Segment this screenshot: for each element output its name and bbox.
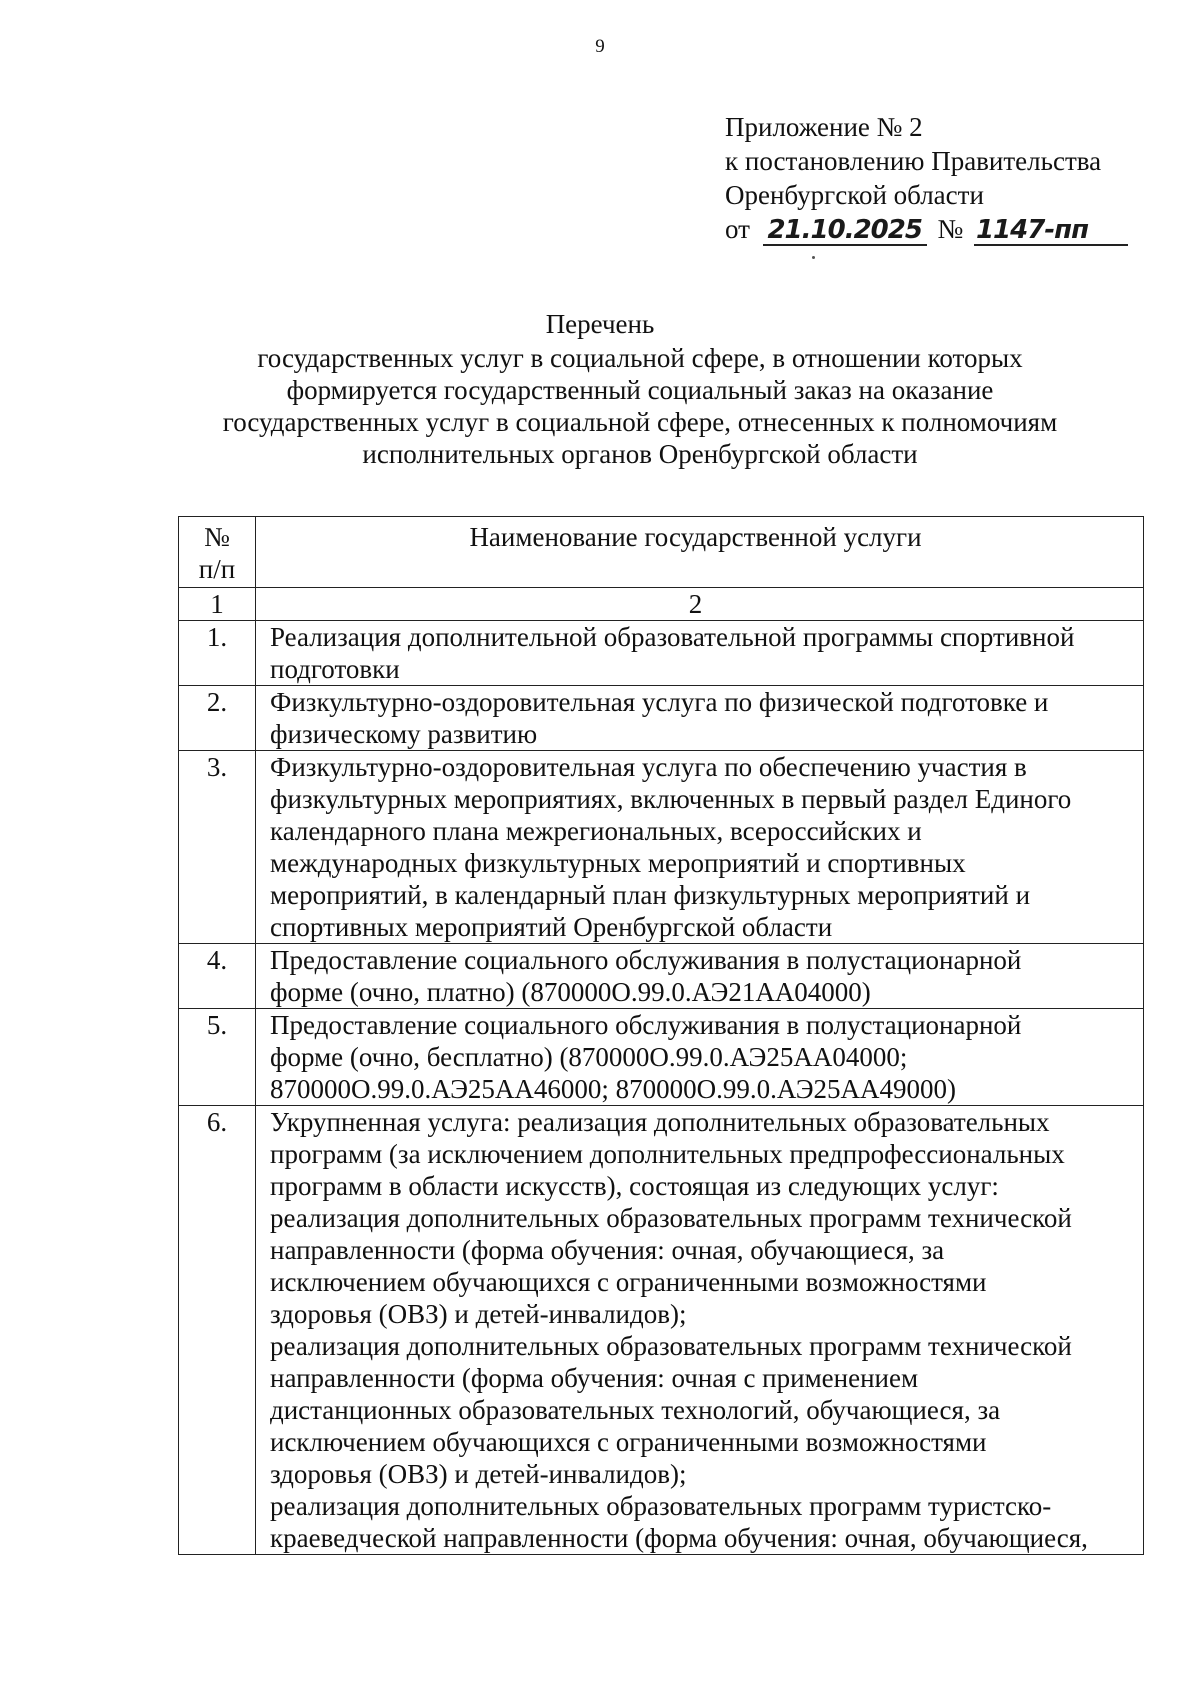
row-service-name: [256, 944, 1144, 1009]
service-name-line: календарного плана межрегиональных, всероссийских и: [270, 816, 922, 846]
service-name-line: исключением обучающихся с ограниченными возможностями: [270, 1267, 987, 1297]
row-number: 5.: [179, 1009, 256, 1106]
services-table: [178, 516, 1144, 1555]
service-name-line: Физкультурно-оздоровительная услуга по физической подготовке и: [270, 687, 1049, 717]
row-number: 4.: [179, 944, 256, 1009]
service-name-line: направленности (форма обучения: очная, обучающиеся, за: [270, 1235, 945, 1265]
page-bottom-margin: [0, 1580, 1200, 1697]
row-number: 2.: [179, 686, 256, 751]
row-service-name: [256, 621, 1144, 686]
table-header-row: [179, 517, 1144, 588]
service-name-line: краеведческой направленности (форма обучения: очная, обучающиеся,: [270, 1523, 1088, 1553]
table-row: [179, 686, 1144, 751]
service-name-line: форме (очно, бесплатно) (870000О.99.0.АЭ25АА04000;: [270, 1042, 908, 1072]
service-name-line: реализация дополнительных образовательных программ технической: [270, 1331, 1072, 1361]
service-name-line: исключением обучающихся с ограниченными возможностями: [270, 1427, 987, 1457]
ink-dot: [812, 256, 815, 259]
row-number: 1.: [179, 621, 256, 686]
table-row: [179, 944, 1144, 1009]
header-number-cell: [179, 517, 256, 588]
number-prefix: №: [937, 214, 964, 244]
service-name-line: здоровья (ОВЗ) и детей-инвалидов);: [270, 1299, 687, 1329]
list-title: Перечень: [545, 309, 655, 339]
appendix-resolution: к постановлению Правительства: [725, 146, 1102, 176]
table-row: [179, 751, 1144, 944]
subtitle-line: государственных услуг в социальной сфере, отнесенных к полномочиям: [222, 407, 1058, 437]
row-service-name: [256, 751, 1144, 944]
header-number-sign: №: [204, 522, 230, 552]
subtitle-line: государственных услуг в социальной сфере, в отношении которых: [257, 343, 1023, 373]
service-name-line: форме (очно, платно) (870000О.99.0.АЭ21АА04000): [270, 977, 871, 1007]
subtitle-line: исполнительных органов Оренбургской области: [362, 439, 918, 469]
service-name-line: подготовки: [270, 654, 400, 684]
service-name-line: программ (за исключением дополнительных предпрофессиональных: [270, 1139, 1065, 1169]
appendix-region: Оренбургской области: [725, 180, 984, 210]
service-name-line: программ в области искусств), состоящая из следующих услуг:: [270, 1171, 999, 1201]
list-subtitle: [190, 342, 1090, 470]
service-name-line: физическому развитию: [270, 719, 538, 749]
column-index-2: 2: [256, 588, 1144, 621]
service-name-line: Реализация дополнительной образовательной программы спортивной: [270, 622, 1075, 652]
subtitle-line: формируется государственный социальный заказ на оказание: [286, 375, 994, 405]
table-row: [179, 621, 1144, 686]
appendix-block: [725, 110, 1128, 246]
row-number: 3.: [179, 751, 256, 944]
row-service-name: [256, 1009, 1144, 1106]
service-name-line: направленности (форма обучения: очная с применением: [270, 1363, 919, 1393]
header-name-cell: Наименование государственной услуги: [256, 517, 1144, 588]
page-number: 9: [595, 36, 605, 57]
appendix-title: Приложение № 2: [725, 112, 923, 142]
service-name-line: мероприятий, в календарный план физкультурных мероприятий и: [270, 880, 1031, 910]
service-name-line: здоровья (ОВЗ) и детей-инвалидов);: [270, 1459, 687, 1489]
date-prefix: от: [725, 214, 750, 244]
service-name-line: реализация дополнительных образовательных программ технической: [270, 1203, 1072, 1233]
service-name-line: дистанционных образовательных технологий, обучающиеся, за: [270, 1395, 1001, 1425]
column-index-1: 1: [179, 588, 256, 621]
row-service-name: [256, 686, 1144, 751]
service-name-line: 870000О.99.0.АЭ25АА46000; 870000О.99.0.АЭ25АА49000): [270, 1074, 957, 1104]
service-name-line: международных физкультурных мероприятий и спортивных: [270, 848, 966, 878]
handwritten-date: 21.10.2025: [763, 216, 927, 246]
table-row: [179, 1106, 1144, 1555]
service-name-line: физкультурных мероприятиях, включенных в первый раздел Единого: [270, 784, 1072, 814]
row-number: 6.: [179, 1106, 256, 1555]
service-name-line: Физкультурно-оздоровительная услуга по обеспечению участия в: [270, 752, 1027, 782]
service-name-line: Укрупненная услуга: реализация дополнительных образовательных: [270, 1107, 1050, 1137]
service-name-line: реализация дополнительных образовательных программ туристско-: [270, 1491, 1052, 1521]
appendix-date-number: [725, 212, 1128, 246]
header-number-label: п/п: [198, 554, 236, 584]
table-row: [179, 1009, 1144, 1106]
row-service-name: [256, 1106, 1144, 1555]
service-name-line: Предоставление социального обслуживания в полустационарной: [270, 1010, 1022, 1040]
column-index-row: [179, 588, 1144, 621]
service-name-line: Предоставление социального обслуживания в полустационарной: [270, 945, 1022, 975]
handwritten-number: 1147-пп: [974, 216, 1128, 246]
service-name-line: спортивных мероприятий Оренбургской области: [270, 912, 833, 942]
